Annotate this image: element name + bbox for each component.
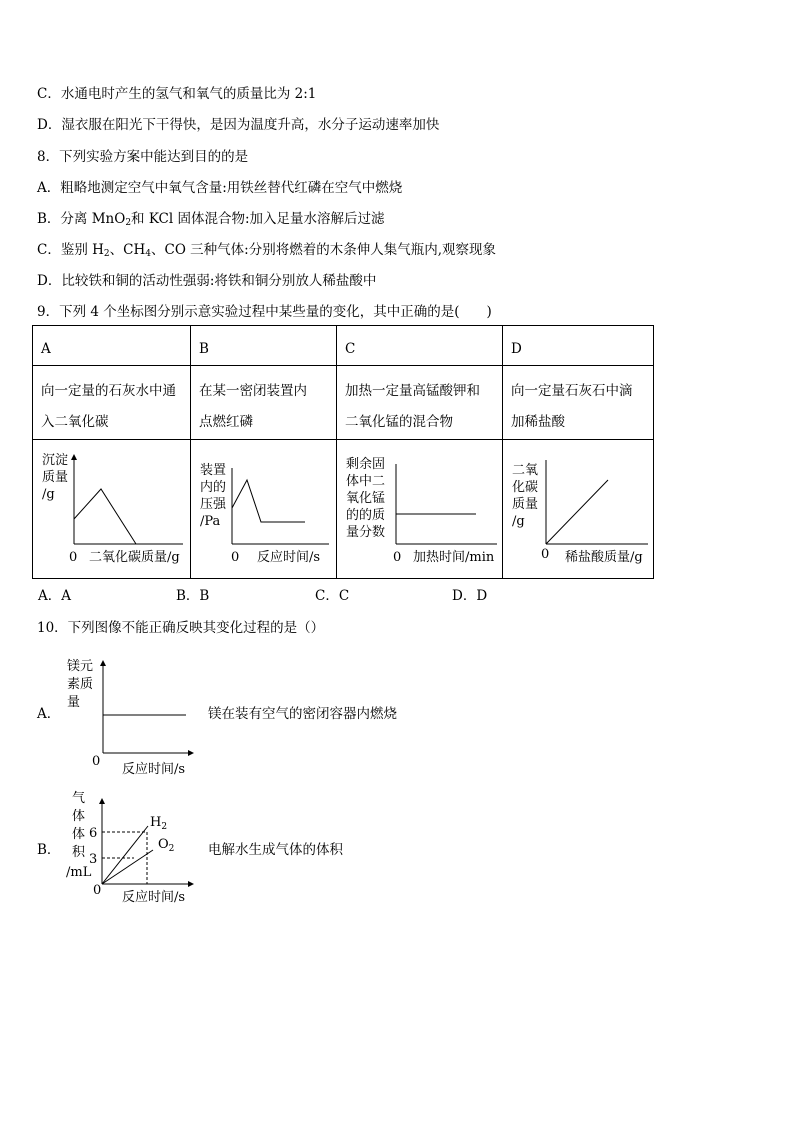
desc-a: 向一定量的石灰水中通 入二氧化碳	[33, 366, 191, 440]
q10-a-xlabel: 反应时间/s	[122, 762, 186, 777]
graph-a-svg	[33, 440, 190, 578]
q10-b-desc: 电解水生成气体的体积	[208, 842, 343, 858]
q10-a-desc: 镁在装有空气的密闭容器内燃烧	[208, 706, 397, 722]
graph-b-origin: 0	[231, 550, 240, 565]
q7-option-d: D．湿衣服在阳光下干得快，是因为温度升高，水分子运动速率加快	[37, 117, 440, 133]
q10-a-ylabel-3: 量	[67, 695, 81, 710]
graph-d-ylabel-4: /g	[512, 514, 525, 529]
graph-c-xlabel: 加热时间/min	[413, 550, 495, 565]
graph-b-ylabel-4: /Pa	[200, 514, 221, 529]
graph-d-xlabel: 稀盐酸质量/g	[565, 550, 643, 565]
q8-option-d: D．比较铁和铜的活动性强弱:将铁和铜分别放人稀盐酸中	[37, 273, 377, 289]
q10-a-ylabel-2: 素质	[67, 677, 94, 692]
graph-c-ylabel-1: 剩余固	[346, 457, 386, 472]
graph-d-ylabel-3: 质量	[512, 497, 539, 512]
q8-option-a: A．粗略地测定空气中氧气含量:用铁丝替代红磷在空气中燃烧	[37, 180, 403, 196]
graph-b-ylabel-2: 内的	[200, 480, 227, 495]
desc-c: 加热一定量高锰酸钾和 二氧化锰的混合物	[337, 366, 503, 440]
graph-c-ylabel-4: 的的质	[346, 508, 386, 523]
graph-a	[33, 440, 191, 579]
q10-b-ylabel-5: /mL	[66, 865, 92, 880]
graph-a-ylabel-3: /g	[42, 487, 55, 502]
graph-a-ylabel-2: 质量	[42, 470, 69, 485]
graph-c-svg	[337, 440, 502, 578]
q10-b-label: B．	[37, 842, 61, 858]
graph-a-origin: 0	[69, 550, 78, 565]
q9-option-b: B．B	[176, 588, 210, 604]
q8-stem: 8．下列实验方案中能达到目的的是	[37, 149, 249, 165]
graph-c-ylabel-5: 量分数	[346, 525, 386, 540]
header-a: A	[33, 326, 191, 366]
q10-graphs	[0, 640, 794, 920]
graph-d-origin: 0	[541, 547, 550, 562]
graph-a-curve	[74, 489, 136, 544]
graph-a-ylabel-1: 沉淀	[42, 453, 69, 468]
q10-b-ylabel-4: 积	[72, 845, 86, 860]
q7-option-c: C．水通电时产生的氢气和氧气的质量比为 2:1	[37, 86, 317, 102]
q10-b-h2-label: $H_2$	[150, 815, 168, 832]
q10-b-ylabel-1: 气	[72, 791, 86, 806]
graph-c	[337, 440, 503, 579]
graph-c-ylabel-2: 体中二	[346, 474, 386, 489]
q10-b-tick-3: 3	[89, 852, 98, 867]
q10-b-line-h2	[102, 826, 148, 884]
q8-option-c: C．鉴别 $H_2$、$CH_4$、CO 三种气体:分别将燃着的木条伸人集气瓶内,观察现象	[37, 242, 497, 259]
q10-b-ylabel-2: 体	[72, 809, 86, 824]
graph-a-xlabel: 二氧化碳质量/g	[89, 550, 180, 565]
graph-b-ylabel-3: 压强	[200, 497, 227, 512]
graph-c-origin: 0	[393, 550, 402, 565]
graph-d-ylabel-2: 化碳	[512, 480, 539, 495]
graph-d-ylabel-1: 二氧	[512, 463, 539, 478]
graph-c-ylabel-3: 氧化锰	[346, 491, 386, 506]
header-c: C	[337, 326, 503, 366]
desc-b: 在某一密闭装置内 点燃红磷	[191, 366, 337, 440]
graph-b-svg	[191, 440, 336, 578]
q10-b-tick-6: 6	[89, 826, 98, 841]
header-d: D	[503, 326, 654, 366]
q10-b-ylabel-3: 体	[72, 827, 86, 842]
header-b: B	[191, 326, 337, 366]
graph-d-svg	[503, 440, 653, 578]
graph-b-ylabel-1: 装置	[200, 463, 227, 478]
q10-stem: 10．下列图像不能正确反映其变化过程的是（）	[37, 620, 325, 636]
desc-d: 向一定量石灰石中滴 加稀盐酸	[503, 366, 654, 440]
graph-b-curve	[232, 480, 305, 522]
q9-option-c: C．C	[315, 588, 350, 604]
graph-d-curve	[546, 480, 608, 544]
q9-table	[32, 325, 654, 579]
q9-option-d: D．D	[452, 588, 488, 604]
graph-b-xlabel: 反应时间/s	[257, 550, 321, 565]
q10-b-origin: 0	[93, 883, 102, 898]
q9-option-a: A．A	[38, 588, 71, 604]
q9-stem: 9．下列 4 个坐标图分别示意实验过程中某些量的变化，其中正确的是( )	[37, 304, 492, 320]
q10-a-label: A．	[37, 706, 61, 722]
graph-d	[503, 440, 654, 579]
q8-option-b: B．分离 MnO$_2$和 KCl 固体混合物:加入足量水溶解后过滤	[37, 211, 385, 228]
q10-b-xlabel: 反应时间/s	[122, 890, 186, 905]
q10-a-ylabel-1: 镁元	[67, 659, 94, 674]
graph-b	[191, 440, 337, 579]
q10-b-o2-label: $O_2$	[158, 837, 175, 854]
q10-b-line-o2	[102, 850, 153, 884]
q10-a-origin: 0	[92, 754, 101, 769]
